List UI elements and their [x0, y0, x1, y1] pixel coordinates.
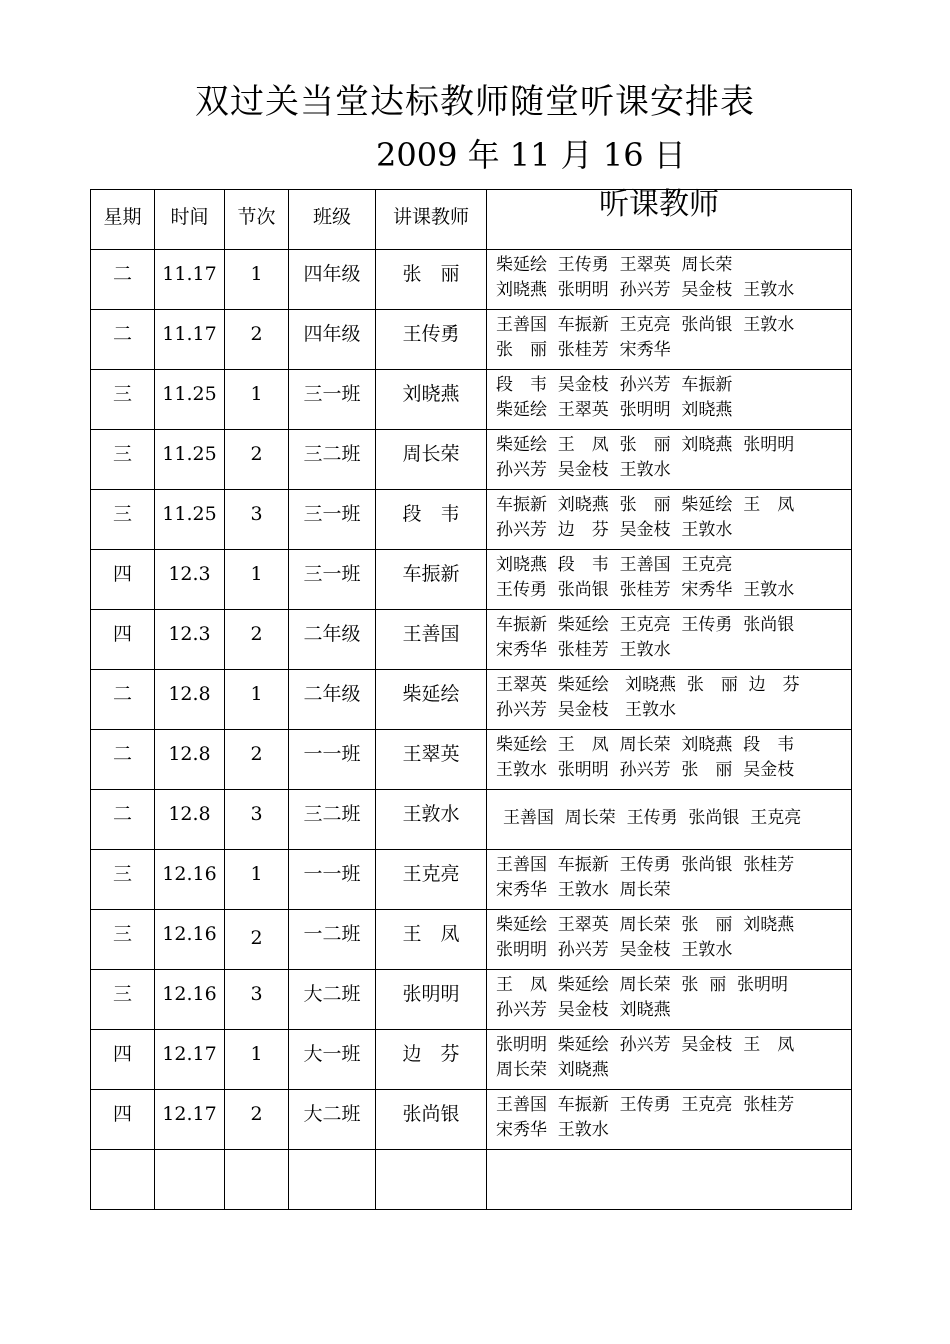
- listener-line: 柴延绘 王翠英 周长荣 张 丽 刘晓燕: [496, 915, 795, 935]
- page-title: 双过关当堂达标教师随堂听课安排表: [195, 82, 755, 122]
- table-row: [91, 430, 852, 490]
- cell-period: 3: [225, 490, 289, 550]
- cell-listeners: [487, 1030, 852, 1090]
- cell-class: 一一班: [289, 850, 376, 910]
- cell-listeners: [487, 610, 852, 670]
- empty-cell: [155, 1150, 225, 1210]
- cell-teacher: 张尚银: [376, 1090, 487, 1150]
- header-weekday: 星期: [91, 190, 155, 250]
- cell-time: 11.25: [155, 370, 225, 430]
- cell-class: 四年级: [289, 250, 376, 310]
- cell-teacher: 边 芬: [376, 1030, 487, 1090]
- listener-line: 王翠英 柴延绘 刘晓燕 张 丽 边 芬: [496, 675, 800, 695]
- table-row: [91, 610, 852, 670]
- table-row: [91, 970, 852, 1030]
- header-period: 节次: [225, 190, 289, 250]
- cell-period: 1: [225, 670, 289, 730]
- listener-line: 王善国 车振新 王传勇 王克亮 张桂芳: [496, 1095, 795, 1115]
- cell-class: 一一班: [289, 730, 376, 790]
- cell-period: 2: [225, 310, 289, 370]
- cell-weekday: 三: [91, 850, 155, 910]
- empty-cell: [225, 1150, 289, 1210]
- cell-weekday: 三: [91, 370, 155, 430]
- cell-weekday: 四: [91, 610, 155, 670]
- header-time: 时间: [155, 190, 225, 250]
- cell-weekday: 三: [91, 490, 155, 550]
- empty-cell: [289, 1150, 376, 1210]
- table-row: [91, 550, 852, 610]
- cell-teacher: 王翠英: [376, 730, 487, 790]
- listener-line: 柴延绘 王传勇 王翠英 周长荣: [496, 255, 733, 275]
- cell-weekday: 三: [91, 910, 155, 970]
- empty-row: [91, 1150, 852, 1210]
- cell-listeners: [487, 1090, 852, 1150]
- header-listeners: [487, 187, 852, 250]
- listener-line: 王善国 周长荣 王传勇 张尚银 王克亮: [503, 808, 802, 828]
- cell-listeners: [487, 790, 852, 850]
- cell-class: 大二班: [289, 1090, 376, 1150]
- empty-cell: [487, 1150, 852, 1210]
- cell-class: 三一班: [289, 490, 376, 550]
- table-row: [91, 850, 852, 910]
- listener-line: 孙兴芳 吴金枝 王敦水: [496, 700, 677, 720]
- cell-weekday: 二: [91, 790, 155, 850]
- cell-period: 2: [225, 430, 289, 490]
- listener-line: 王 凤 柴延绘 周长荣 张 丽 张明明: [496, 975, 789, 995]
- cell-time: 11.17: [155, 310, 225, 370]
- cell-listeners: [487, 490, 852, 550]
- header-listeners-label: 听课教师: [599, 187, 719, 222]
- cell-listeners: [487, 910, 852, 970]
- cell-weekday: 二: [91, 730, 155, 790]
- cell-period: 1: [225, 550, 289, 610]
- cell-weekday: 三: [91, 430, 155, 490]
- listener-line: 张 丽 张桂芳 宋秀华: [496, 340, 671, 360]
- listener-line: 王传勇 张尚银 张桂芳 宋秀华 王敦水: [496, 580, 795, 600]
- cell-period: 2: [225, 910, 289, 970]
- document-date: 2009 年 11 月 16 日: [376, 136, 686, 174]
- cell-period: 1: [225, 850, 289, 910]
- cell-time: 12.16: [155, 970, 225, 1030]
- cell-teacher: 王善国: [376, 610, 487, 670]
- table-row: [91, 250, 852, 310]
- cell-teacher: 刘晓燕: [376, 370, 487, 430]
- cell-period: 2: [225, 730, 289, 790]
- cell-weekday: 二: [91, 670, 155, 730]
- table-row: [91, 730, 852, 790]
- listener-line: 刘晓燕 段 韦 王善国 王克亮: [496, 555, 733, 575]
- cell-weekday: 四: [91, 550, 155, 610]
- cell-listeners: [487, 430, 852, 490]
- cell-time: 12.8: [155, 730, 225, 790]
- listener-line: 柴延绘 王 凤 周长荣 刘晓燕 段 韦: [496, 735, 795, 755]
- table-row: [91, 910, 852, 970]
- cell-time: 11.25: [155, 490, 225, 550]
- header-teacher: 讲课教师: [376, 190, 487, 250]
- cell-teacher: 周长荣: [376, 430, 487, 490]
- table-row: [91, 370, 852, 430]
- listener-line: 王善国 车振新 王传勇 张尚银 张桂芳: [496, 855, 795, 875]
- listener-line: 柴延绘 王 凤 张 丽 刘晓燕 张明明: [496, 435, 795, 455]
- cell-time: 12.3: [155, 550, 225, 610]
- cell-period: 3: [225, 970, 289, 1030]
- listener-line: 张明明 柴延绘 孙兴芳 吴金枝 王 凤: [496, 1035, 795, 1055]
- cell-class: 三二班: [289, 430, 376, 490]
- listener-line: 段 韦 吴金枝 孙兴芳 车振新: [496, 375, 733, 395]
- cell-teacher: 段 韦: [376, 490, 487, 550]
- listener-line: 柴延绘 王翠英 张明明 刘晓燕: [496, 400, 733, 420]
- listener-line: 刘晓燕 张明明 孙兴芳 吴金枝 王敦水: [496, 280, 795, 300]
- cell-teacher: 车振新: [376, 550, 487, 610]
- cell-period: 3: [225, 790, 289, 850]
- cell-time: 11.25: [155, 430, 225, 490]
- cell-listeners: [487, 250, 852, 310]
- cell-listeners: [487, 970, 852, 1030]
- cell-listeners: [487, 370, 852, 430]
- schedule-table: [90, 189, 852, 1210]
- cell-weekday: 四: [91, 1030, 155, 1090]
- cell-class: 二年级: [289, 670, 376, 730]
- cell-period: 1: [225, 250, 289, 310]
- cell-listeners: [487, 850, 852, 910]
- cell-teacher: 张明明: [376, 970, 487, 1030]
- listener-line: 孙兴芳 吴金枝 刘晓燕: [496, 1000, 671, 1020]
- table-row: [91, 490, 852, 550]
- cell-time: 12.16: [155, 850, 225, 910]
- table-row: [91, 670, 852, 730]
- cell-time: 11.17: [155, 250, 225, 310]
- cell-weekday: 四: [91, 1090, 155, 1150]
- empty-cell: [91, 1150, 155, 1210]
- cell-period: 2: [225, 610, 289, 670]
- cell-teacher: 王传勇: [376, 310, 487, 370]
- cell-period: 1: [225, 370, 289, 430]
- cell-listeners: [487, 670, 852, 730]
- cell-period: 1: [225, 1030, 289, 1090]
- listener-line: 车振新 柴延绘 王克亮 王传勇 张尚银: [496, 615, 795, 635]
- listener-line: 宋秀华 王敦水: [496, 1120, 609, 1140]
- cell-listeners: [487, 730, 852, 790]
- header-row: [91, 190, 852, 250]
- listener-line: 孙兴芳 吴金枝 王敦水: [496, 460, 671, 480]
- cell-weekday: 二: [91, 250, 155, 310]
- listener-line: 王敦水 张明明 孙兴芳 张 丽 吴金枝: [496, 760, 795, 780]
- cell-class: 大一班: [289, 1030, 376, 1090]
- cell-teacher: 柴延绘: [376, 670, 487, 730]
- cell-time: 12.3: [155, 610, 225, 670]
- table-row: [91, 1090, 852, 1150]
- cell-weekday: 二: [91, 310, 155, 370]
- cell-time: 12.8: [155, 670, 225, 730]
- table-row: [91, 790, 852, 850]
- listener-line: 宋秀华 张桂芳 王敦水: [496, 640, 671, 660]
- cell-class: 一二班: [289, 910, 376, 970]
- cell-teacher: 王 凤: [376, 910, 487, 970]
- cell-class: 四年级: [289, 310, 376, 370]
- cell-time: 12.17: [155, 1030, 225, 1090]
- cell-class: 三一班: [289, 370, 376, 430]
- cell-class: 大二班: [289, 970, 376, 1030]
- cell-time: 12.16: [155, 910, 225, 970]
- cell-class: 三二班: [289, 790, 376, 850]
- listener-line: 车振新 刘晓燕 张 丽 柴延绘 王 凤: [496, 495, 795, 515]
- cell-period: 2: [225, 1090, 289, 1150]
- listener-line: 周长荣 刘晓燕: [496, 1060, 609, 1080]
- cell-teacher: 张 丽: [376, 250, 487, 310]
- cell-time: 12.17: [155, 1090, 225, 1150]
- cell-weekday: 三: [91, 970, 155, 1030]
- listener-line: 王善国 车振新 王克亮 张尚银 王敦水: [496, 315, 795, 335]
- listener-line: 孙兴芳 边 芬 吴金枝 王敦水: [496, 520, 733, 540]
- cell-class: 二年级: [289, 610, 376, 670]
- cell-time: 12.8: [155, 790, 225, 850]
- cell-class: 三一班: [289, 550, 376, 610]
- header-class: 班级: [289, 190, 376, 250]
- cell-listeners: [487, 550, 852, 610]
- empty-cell: [376, 1150, 487, 1210]
- cell-teacher: 王敦水: [376, 790, 487, 850]
- table-row: [91, 310, 852, 370]
- listener-line: 张明明 孙兴芳 吴金枝 王敦水: [496, 940, 733, 960]
- cell-listeners: [487, 310, 852, 370]
- listener-line: 宋秀华 王敦水 周长荣: [496, 880, 671, 900]
- table-row: [91, 1030, 852, 1090]
- cell-teacher: 王克亮: [376, 850, 487, 910]
